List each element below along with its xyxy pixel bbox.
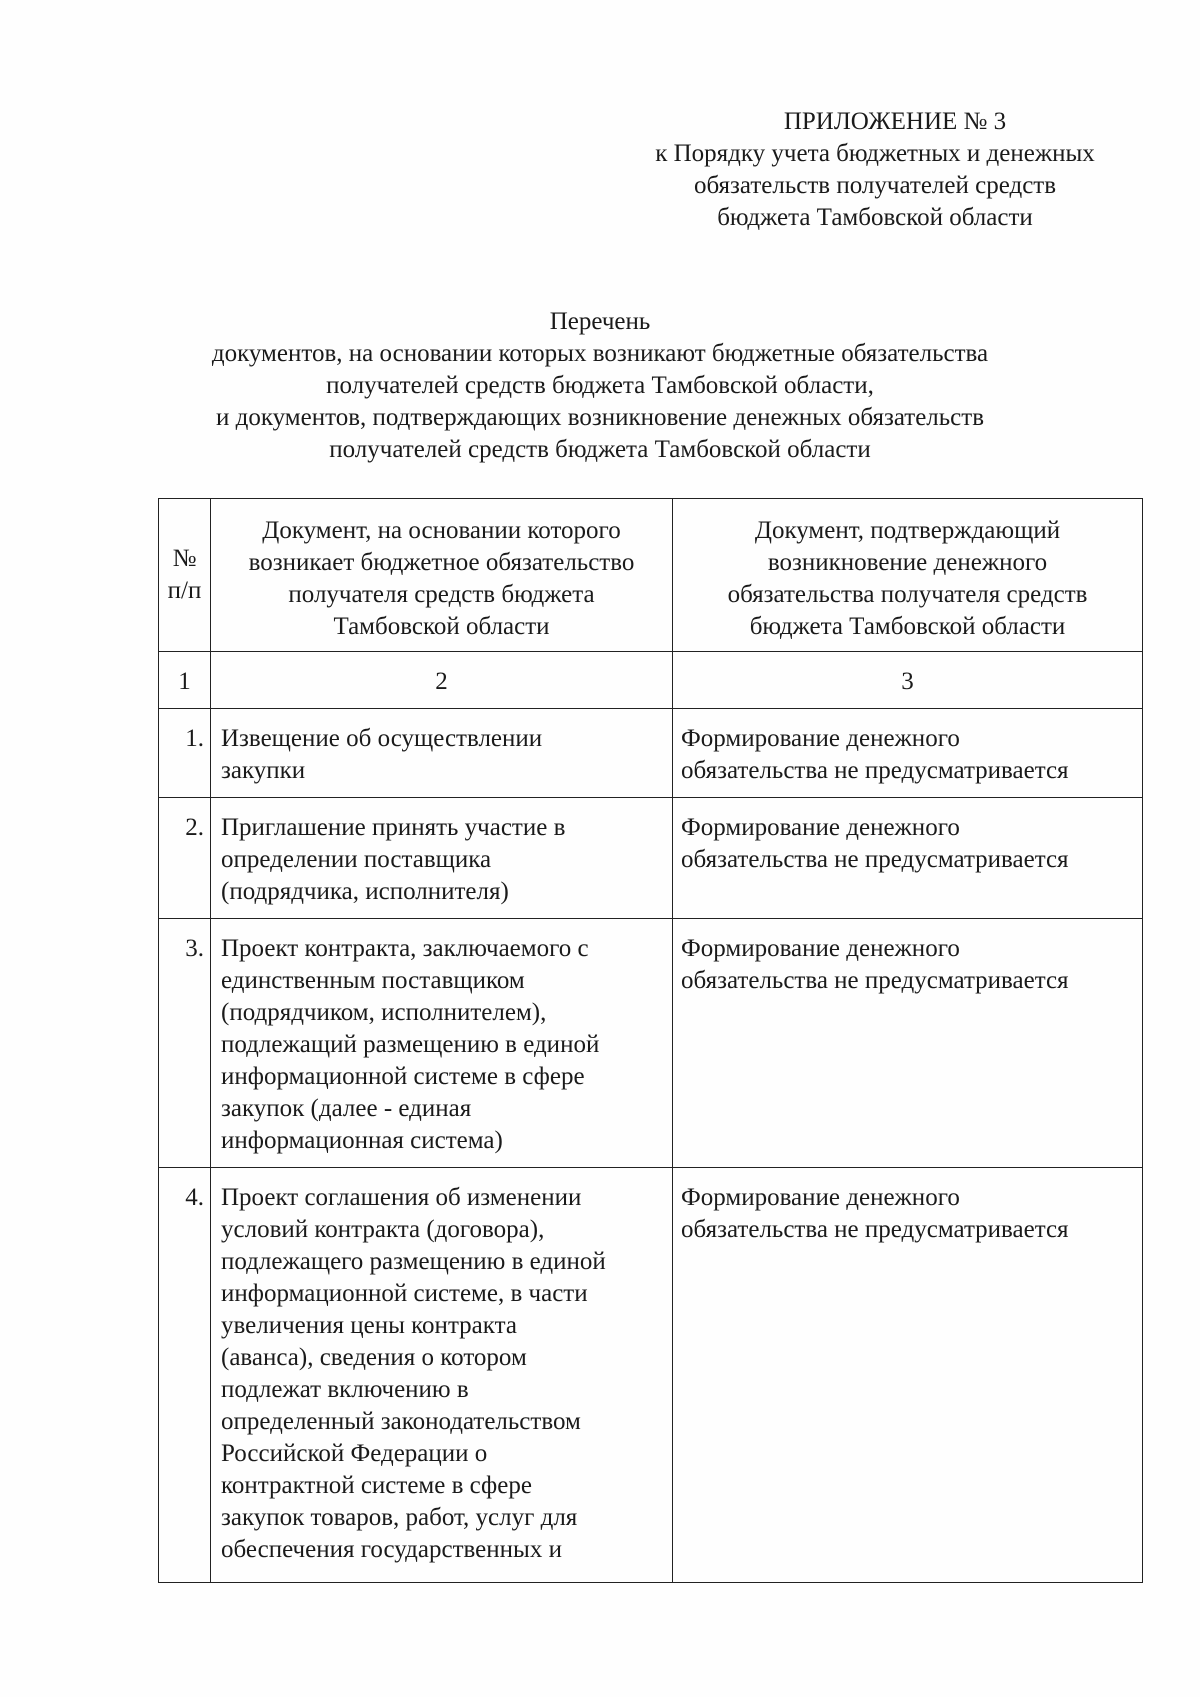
- basis-document-cell: Проект контракта, заключаемого с единственным поставщиком (подрядчиком, исполнителем), подлежащий размещению в единой информационной системе в сфере закупок (далее - единая информационная система): [211, 919, 673, 1168]
- basis-document-cell: Извещение об осуществлении закупки: [211, 709, 673, 798]
- appendix-line: бюджета Тамбовской области: [717, 204, 1033, 231]
- column-number: 2: [211, 652, 673, 709]
- appendix-line: обязательств получателей средств: [693, 172, 1057, 199]
- table-row: [159, 1168, 1143, 1583]
- heading-line: получателей средств бюджета Тамбовской области: [329, 436, 871, 463]
- heading-line: получателей средств бюджета Тамбовской области,: [326, 372, 874, 399]
- appendix-line: к Порядку учета бюджетных и денежных: [655, 140, 1095, 167]
- header-basis-document: Документ, на основании которого возникает бюджетное обязательство получателя средств бюджета Тамбовской области: [211, 499, 673, 652]
- document-heading: [150, 306, 1050, 466]
- table-row: [159, 919, 1143, 1168]
- table-header-row: [159, 499, 1143, 652]
- column-numbers-row: [159, 652, 1143, 709]
- row-number: 3.: [159, 919, 211, 1168]
- heading-line: документов, на основании которых возникают бюджетные обязательства: [211, 340, 989, 367]
- documents-table: [158, 498, 1143, 1583]
- appendix-header: [600, 106, 1150, 234]
- row-number: 4.: [159, 1168, 211, 1583]
- appendix-title: ПРИЛОЖЕНИЕ № 3: [783, 108, 1007, 135]
- column-number: 3: [673, 652, 1143, 709]
- basis-document-cell: Проект соглашения об изменении условий контракта (договора), подлежащего размещению в единой информационной системе, в части увеличения цены контракта (аванса), сведения о котором подлежат включению в определенный законодательством Российской Федерации о контрактной системе в сфере закупок товаров, работ, услуг для обеспечения государственных и: [211, 1168, 673, 1583]
- confirming-document-cell: Формирование денежного обязательства не предусматривается: [673, 798, 1143, 919]
- basis-document-cell: Приглашение принять участие в определении поставщика (подрядчика, исполнителя): [211, 798, 673, 919]
- confirming-document-cell: Формирование денежного обязательства не предусматривается: [673, 1168, 1143, 1583]
- row-number: 2.: [159, 798, 211, 919]
- table-row: [159, 709, 1143, 798]
- heading-line: и документов, подтверждающих возникновение денежных обязательств: [216, 404, 984, 431]
- table-row: [159, 798, 1143, 919]
- heading-title: Перечень: [549, 308, 651, 335]
- header-number: № п/п: [159, 499, 211, 652]
- confirming-document-cell: Формирование денежного обязательства не предусматривается: [673, 919, 1143, 1168]
- header-confirming-document: Документ, подтверждающий возникновение денежного обязательства получателя средств бюджета Тамбовской области: [673, 499, 1143, 652]
- column-number: 1: [159, 652, 211, 709]
- row-number: 1.: [159, 709, 211, 798]
- confirming-document-cell: Формирование денежного обязательства не предусматривается: [673, 709, 1143, 798]
